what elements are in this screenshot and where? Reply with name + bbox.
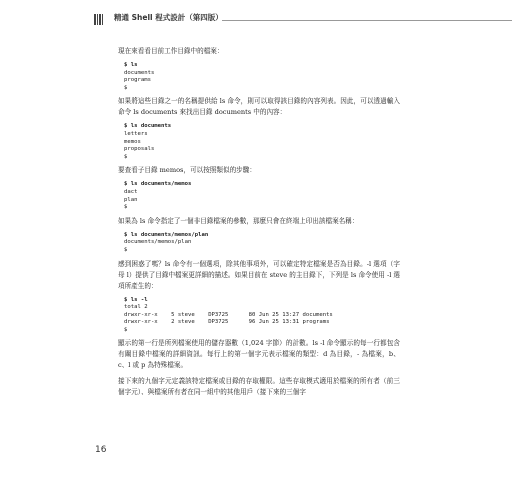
code-block <box>124 123 400 161</box>
header-title: 精通 Shell 程式設計（第四版） <box>114 13 223 22</box>
code-line: $ <box>124 153 128 160</box>
code-line: drwxr-xr-x 2 steve DP3725 96 Jun 25 13:31 programs <box>124 319 330 326</box>
code-line: drwxr-xr-x 5 steve DP3725 80 Jun 25 13:27 documents <box>124 311 333 318</box>
code-line: plan <box>124 196 138 203</box>
code-line: documents <box>124 69 155 76</box>
header-rule <box>222 20 512 21</box>
code-block <box>124 232 400 255</box>
page-header <box>94 12 518 28</box>
code-line: $ ls <box>124 62 138 68</box>
code-line: $ <box>124 84 128 91</box>
code-line: total 2 <box>124 304 148 311</box>
code-line: $ <box>124 246 128 253</box>
paragraph: 現在來看看目前工作目錄中的檔案： <box>118 47 224 55</box>
paragraph: 感到困惑了嗎？ls 命令有一個選項，除其他事項外，可以確定特定檔案是否為目錄。-l 選項（字母 l）提供了目錄中檔案更詳細的描述。如果目前在 steve 的主目錄下，下列是 ls 命令使用 -l 選項所產生的： <box>118 259 400 290</box>
code-line: $ ls documents <box>124 123 172 130</box>
page-content <box>118 46 400 403</box>
code-line: $ <box>124 204 128 211</box>
code-block <box>124 62 400 92</box>
paragraph: 顯示的第一行是所列檔案使用的儲存器數（1,024 字節）的計數。ls -l 命令顯示的每一行都包含有關目錄中檔案的詳細資訊。每行上的第一個字元表示檔案的類型：d 為目錄，- 為檔案，b、c、l 或 p 為特殊檔案。 <box>118 339 400 370</box>
code-line: $ <box>124 326 128 333</box>
code-line: letters <box>124 130 148 137</box>
code-line: memos <box>124 138 141 145</box>
paragraph: 如果為 ls 命令指定了一個非目錄檔案的參數，那麼只會在終端上印出該檔案名稱： <box>118 216 359 225</box>
code-line: proposals <box>124 146 155 153</box>
code-line: programs <box>124 77 151 84</box>
paragraph: 接下來的九個字元定義該特定檔案或目錄的存取權限。這些存取模式適用於檔案的所有者（前三個字元）、與檔案所有者在同一組中的其他用戶（接下來的三個字 <box>118 377 400 397</box>
code-line: dact <box>124 188 138 195</box>
code-line: $ ls documents/memos <box>124 181 192 188</box>
paragraph: 如果將這些目錄之一的名稱提供給 ls 命令，則可以取得該目錄的內容列表。因此，可以透過輸入命令 ls documents 來找出目錄 documents 中的內容： <box>118 97 400 117</box>
header-bars-icon <box>94 14 106 25</box>
code-block <box>124 297 400 335</box>
code-block <box>124 181 400 211</box>
code-line: $ ls -l <box>124 296 148 303</box>
code-line: $ ls documents/memos/plan <box>124 231 209 238</box>
code-line: documents/memos/plan <box>124 239 192 246</box>
paragraph: 要查看子目錄 memos，可以按照類似的步驟： <box>118 166 256 175</box>
page-number: 16 <box>95 445 107 455</box>
